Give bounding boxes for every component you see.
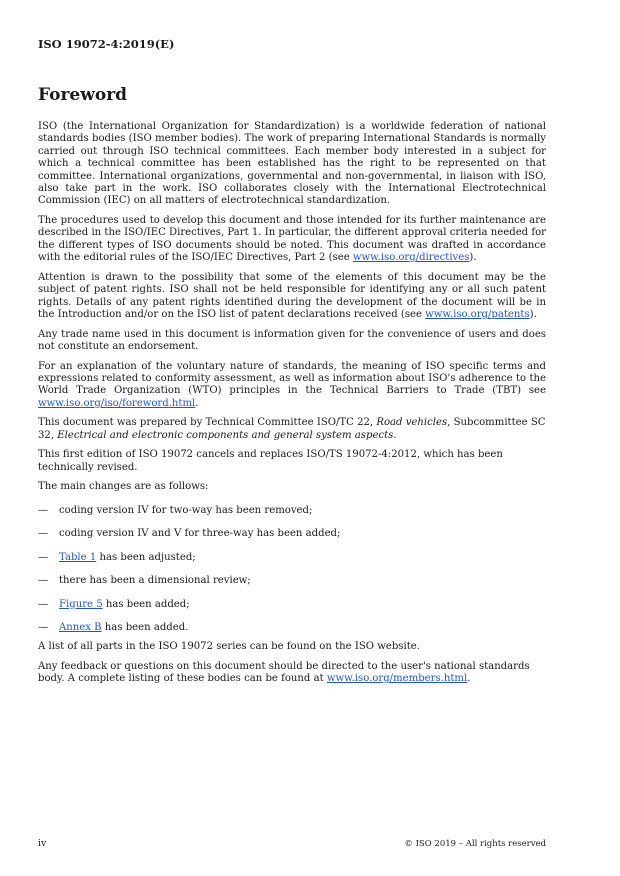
paragraph-series-list: A list of all parts in the ISO 19072 series can be found on the ISO website. — [38, 641, 420, 653]
text: This document was prepared by Technical Committee ISO/TC 22, — [38, 417, 377, 429]
text: ). — [469, 252, 477, 264]
paragraph-feedback — [38, 661, 546, 686]
dash-bullet: — — [38, 598, 49, 610]
list-item — [38, 505, 546, 517]
document-id-header: ISO 19072-4:2019(E) — [38, 37, 175, 51]
paragraph-changes-intro: The main changes are as follows: — [38, 481, 209, 493]
text: Any feedback or questions on this document should be directed to the user's national standards body. A complete listing of these bodies can be found at — [38, 660, 530, 685]
text: Attention is drawn to the possibility that some of the elements of this document may be the subject of patent rights. ISO shall not be held responsible for identifying any or all such patent rights. Details of any patent rights identified during the development of the document will be in the Introduction and/or on the ISO list of patent declarations received (see — [38, 271, 546, 321]
link-patents[interactable]: www.iso.org/patents — [425, 309, 530, 321]
dash-bullet: — — [38, 621, 49, 633]
text: For an explanation of the voluntary nature of standards, the meaning of ISO specific terms and expressions related to conformity assessment, as well as information about ISO's adherence to the World Trade Organization (WTO) principles in the Technical Barriers to Trade (TBT) see — [38, 360, 546, 397]
list-item — [38, 599, 546, 611]
paragraph-trade-name: Any trade name used in this document is information given for the convenience of users and does not constitute an endorsement. — [38, 328, 546, 353]
page-title: Foreword — [38, 85, 128, 105]
link-table-1[interactable]: Table 1 — [59, 551, 97, 563]
dash-bullet: — — [38, 528, 49, 540]
dash-bullet: — — [38, 575, 49, 587]
text: The procedures used to develop this document and those intended for its further maintenance are described in the ISO/IEC Directives, Part 1. In particular, the different approval criteria needed for the different types of ISO documents should be noted. This document was drafted in accordance with the editorial rules of the ISO/IEC Directives, Part 2 (see — [38, 215, 546, 264]
paragraph-edition: This first edition of ISO 19072 cancels and replaces ISO/TS 19072-4:2012, which has been technically revised. — [38, 449, 503, 473]
text: , Subcommittee SC 32, — [38, 417, 546, 441]
page-number: iv — [38, 838, 47, 849]
link-members[interactable]: www.iso.org/members.html — [326, 673, 468, 685]
link-foreword[interactable]: www.iso.org/iso/foreword.html — [38, 397, 196, 409]
list-item — [38, 575, 546, 587]
text: ). — [529, 309, 537, 321]
changes-list — [38, 505, 546, 634]
text: coding version IV for two-way has been removed; — [59, 504, 313, 516]
text: . — [393, 429, 397, 441]
link-annex-b[interactable]: Annex B — [59, 621, 102, 633]
link-figure-5[interactable]: Figure 5 — [59, 598, 103, 610]
text: has been adjusted; — [96, 551, 196, 563]
foreword-body — [38, 121, 546, 693]
list-item — [38, 622, 546, 634]
paragraph-patents — [38, 272, 546, 322]
text: has been added; — [102, 598, 190, 610]
paragraph-voluntary-nature — [38, 361, 546, 411]
dash-bullet: — — [38, 504, 49, 516]
paragraph-iso-intro: ISO (the International Organization for Standardization) is a worldwide federation of national standards bodies (ISO member bodies). The work of preparing International Standards is normally carried out through ISO technical committees. Each member body interested in a subject for which a technical committee has been established has the right to be represented on that committee. International organizations, governmental and non-governmental, in liaison with ISO, also take part in the work. ISO collaborates closely with the International Electrotechnical Commission (IEC) on all matters of electrotechnical standardization. — [38, 121, 546, 207]
text: coding version IV and V for three-way has been added; — [59, 528, 341, 540]
dash-bullet: — — [38, 551, 49, 563]
paragraph-procedures — [38, 215, 546, 265]
text: there has been a dimensional review; — [59, 575, 251, 587]
text: . — [467, 673, 471, 685]
paragraph-committee — [38, 417, 546, 442]
link-directives[interactable]: www.iso.org/directives — [352, 252, 470, 264]
list-item — [38, 528, 546, 540]
text: . — [195, 397, 199, 409]
subcommittee-name: Electrical and electronic components and general system aspects — [57, 429, 394, 441]
committee-name: Road vehicles — [376, 417, 448, 429]
list-item — [38, 552, 546, 564]
text: has been added. — [101, 621, 189, 633]
copyright-notice: © ISO 2019 – All rights reserved — [404, 839, 546, 849]
